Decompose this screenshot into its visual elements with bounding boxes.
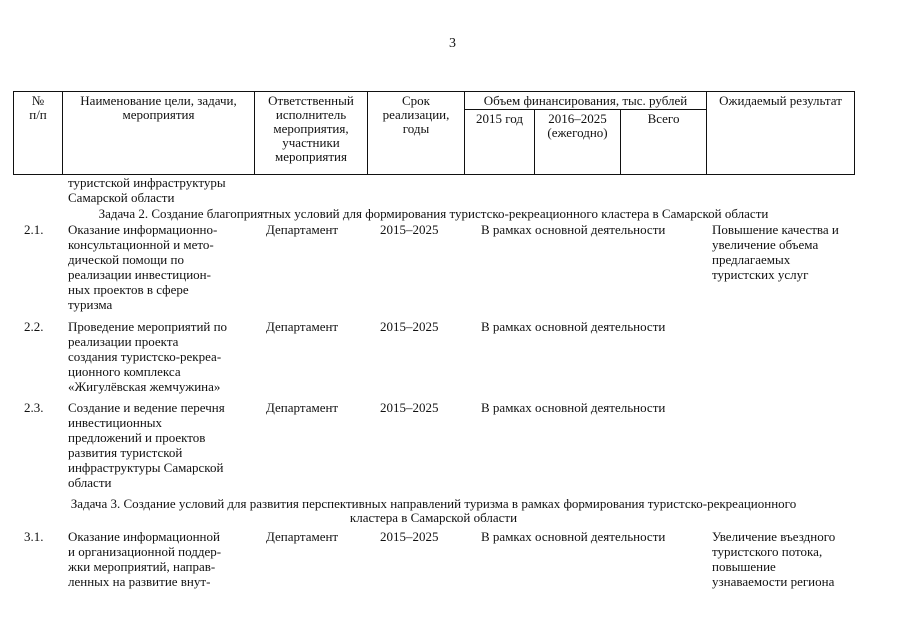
header-col-result: Ожидаемый результат	[707, 92, 855, 175]
task-2-heading: Задача 2. Создание благоприятных условий для формирования туристско-рекреационного кластера в Самарской области	[98, 206, 769, 221]
row-term: 2015–2025	[380, 222, 439, 237]
page-number: 3	[449, 36, 456, 51]
header-col-term: Срок реализации, годы	[368, 92, 465, 175]
header-col-funding: Объем финансирования, тыс. рублей	[465, 92, 707, 110]
continuation-text: туристской инфраструктуры Самарской области	[68, 175, 226, 205]
row-funding: В рамках основной деятельности	[481, 400, 666, 415]
row-executor: Департамент	[266, 319, 339, 334]
row-executor: Департамент	[266, 400, 339, 415]
row-number: 2.2.	[24, 319, 44, 334]
table-header	[13, 91, 855, 175]
row-name: Проведение мероприятий по реализации проекта создания туристско-рекреа- ционного комплекса «Жигулёвская жемчужина»	[68, 319, 228, 394]
row-executor: Департамент	[266, 529, 339, 544]
header-col-2015: 2015 год	[465, 110, 535, 175]
row-name: Оказание информационно- консультационной и мето- дической помощи по реализации инвестицион- ных проектов в сфере туризма	[68, 222, 218, 312]
header-col-total: Всего	[621, 110, 707, 175]
row-term: 2015–2025	[380, 529, 439, 544]
row-result: Повышение качества и увеличение объема предлагаемых туристских услуг	[712, 222, 839, 282]
row-term: 2015–2025	[380, 319, 439, 334]
task-3-heading: Задача 3. Создание условий для развития перспективных направлений туризма в рамках формирования туристско-рекреационного кластера в Самарской области	[70, 496, 797, 525]
header-col-executor: Ответственный исполнитель мероприятия, участники мероприятия	[255, 92, 368, 175]
row-result: Увеличение въездного туристского потока, повышение узнаваемости региона	[712, 529, 836, 589]
row-number: 2.1.	[24, 222, 44, 237]
row-number: 3.1.	[24, 529, 44, 544]
row-number: 2.3.	[24, 400, 44, 415]
row-funding: В рамках основной деятельности	[481, 529, 666, 544]
row-executor: Департамент	[266, 222, 339, 237]
header-col-2016-2025: 2016–2025 (ежегодно)	[535, 110, 621, 175]
header-col-number: № п/п	[14, 92, 63, 175]
row-name: Создание и ведение перечня инвестиционных предложений и проектов развития туристской инфраструктуры Самарской области	[68, 400, 225, 490]
row-name: Оказание информационной и организационной поддер- жки мероприятий, направ- ленных на развитие внут-	[68, 529, 222, 589]
row-funding: В рамках основной деятельности	[481, 319, 666, 334]
row-term: 2015–2025	[380, 400, 439, 415]
header-col-name: Наименование цели, задачи, мероприятия	[63, 92, 255, 175]
row-funding: В рамках основной деятельности	[481, 222, 666, 237]
